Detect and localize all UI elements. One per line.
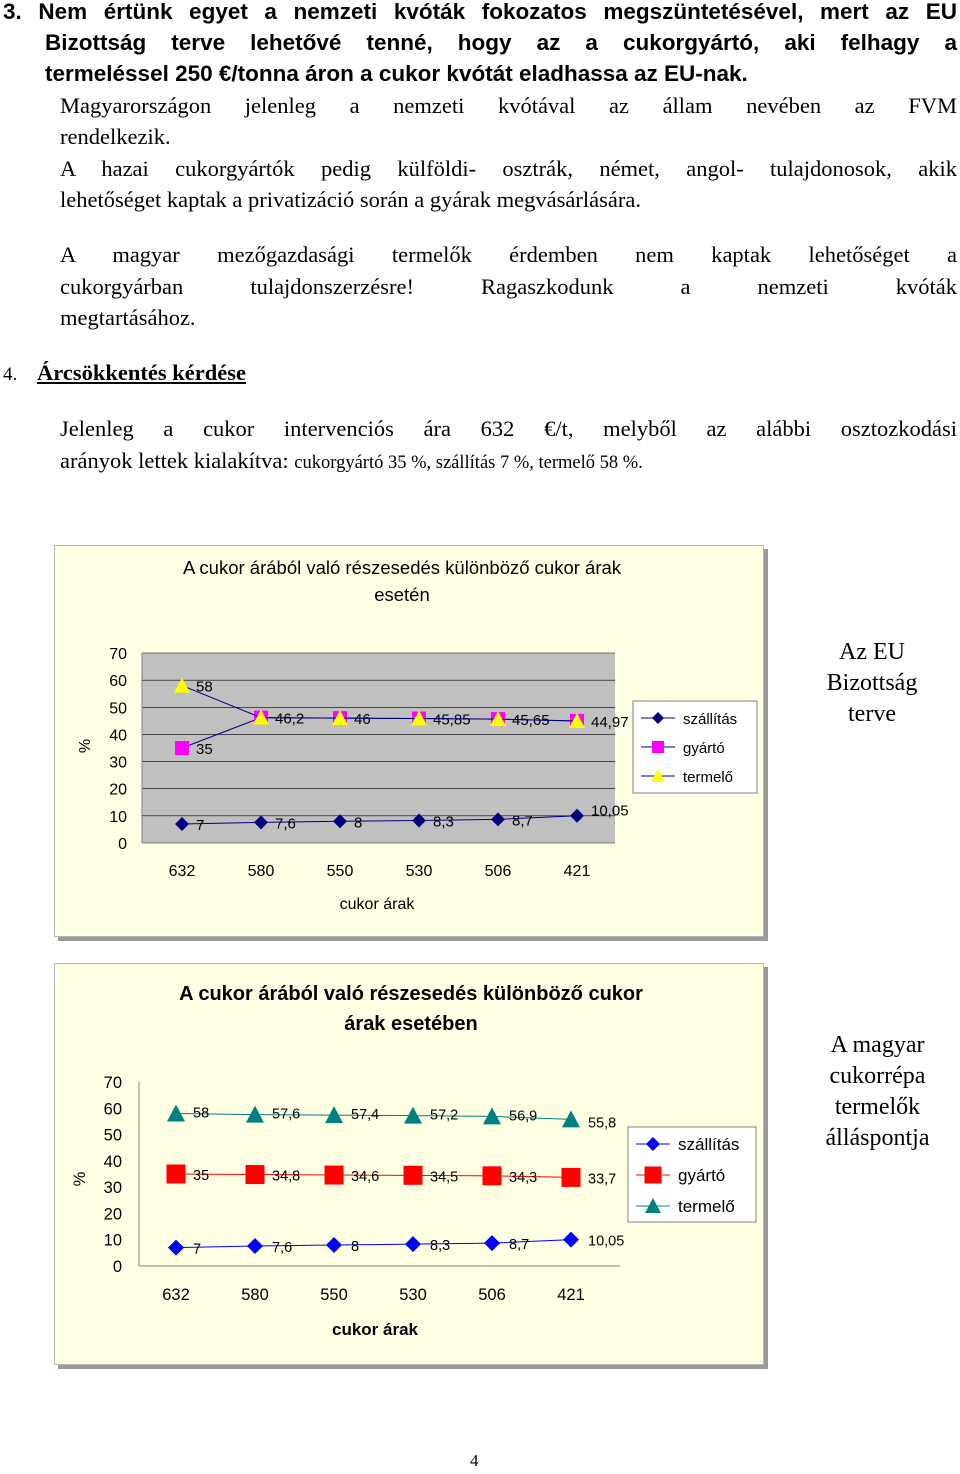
- chart2-data-label: 34,3: [509, 1169, 538, 1186]
- chart2-y-tick-label: 30: [103, 1179, 122, 1198]
- chart1-title: A cukor árából való részesedés különböző cukor árak: [182, 557, 622, 578]
- chart2-title: A cukor árából való részesedés különböző cukor: [179, 983, 643, 1005]
- chart2-data-point: [484, 1235, 500, 1251]
- chart2-data-label: 7: [193, 1241, 202, 1258]
- chart2-data-label: 55,8: [588, 1115, 617, 1132]
- chart2-data-point: [405, 1236, 421, 1252]
- chart2-data-point: [562, 1168, 581, 1187]
- chart2-x-tick-label: 530: [399, 1286, 427, 1304]
- chart1-data-label: 44,97: [591, 713, 629, 731]
- chart2-legend-label: termelő: [678, 1197, 735, 1216]
- chart2-data-point: [483, 1166, 502, 1185]
- chart1-x-tick-label: 506: [484, 863, 512, 880]
- chart1-y-tick-label: 0: [118, 836, 127, 853]
- chart2-data-label: 8: [351, 1238, 360, 1255]
- chart2-y-tick-label: 40: [103, 1152, 122, 1171]
- section3-para2-line1: A hazai cukorgyártók pedig külföldi- osztrák, német, angol- tulajdonosok, akik: [60, 156, 957, 181]
- section4-para-line2-shares: cukorgyártó 35 %, szállítás 7 %, termelő 58 %.: [294, 453, 643, 473]
- chart2-y-tick-label: 70: [103, 1074, 122, 1092]
- section3-para2-line2: lehetőséget kaptak a privatizáció során a gyárak megvásárlására.: [60, 187, 641, 212]
- chart2-data-label: 56,9: [509, 1108, 538, 1125]
- chart2-side-caption-line: A magyar: [830, 1032, 925, 1058]
- chart2-data-label: 34,5: [430, 1169, 459, 1186]
- chart1-x-tick-label: 550: [326, 863, 354, 880]
- chart2-side-caption-line: cukorrépa: [829, 1063, 926, 1089]
- chart2-data-point: [168, 1240, 184, 1256]
- chart1-data-label: 7: [196, 817, 205, 834]
- chart1-x-tick-label: 530: [405, 863, 433, 880]
- chart1-data-label: 46,2: [275, 710, 305, 728]
- section3-para3-line1: A magyar mezőgazdasági termelők érdemben nem kaptak lehetőséget a: [60, 242, 957, 267]
- chart2-data-point: [325, 1166, 344, 1185]
- chart2-y-tick-label: 10: [103, 1231, 122, 1250]
- chart2-data-label: 8,3: [430, 1238, 451, 1255]
- chart2-data-label: 7,6: [272, 1240, 293, 1257]
- chart2-data-point: [247, 1238, 263, 1254]
- page-number: 4: [470, 1451, 479, 1470]
- chart2-data-label: 34,6: [351, 1169, 380, 1186]
- chart1-y-tick-label: 30: [109, 754, 127, 772]
- section4-number: 4.: [3, 364, 18, 385]
- chart2-y-axis-label: %: [71, 1171, 89, 1187]
- chart2-data-point: [563, 1232, 579, 1248]
- chart2-data-point: [326, 1237, 342, 1253]
- chart1-data-label: 8,3: [433, 813, 454, 831]
- chart2-data-point: [246, 1165, 265, 1184]
- chart2-data-point: [404, 1166, 423, 1185]
- chart1-plot-area: [142, 653, 615, 843]
- chart2-side-caption: [795, 1030, 960, 1154]
- chart1-data-label: 45,85: [433, 711, 471, 729]
- chart2-x-tick-label: 506: [478, 1286, 506, 1304]
- chart2-x-tick-label: 580: [241, 1286, 269, 1304]
- chart1-y-tick-label: 70: [109, 646, 127, 663]
- chart1-data-label: 46: [354, 711, 371, 729]
- section3-line1: 3. Nem értünk egyet a nemzeti kvóták fokozatos megszüntetésével, mert az EU: [3, 0, 957, 24]
- chart1-data-label: 45,65: [512, 712, 550, 730]
- section4-para-line1: Jelenleg a cukor intervenciós ára 632 €/t, melyből az alábbi osztozkodási: [60, 416, 957, 441]
- section4-heading: Árcsökkentés kérdése: [37, 360, 246, 385]
- chart2-x-tick-label: 632: [162, 1286, 190, 1304]
- section3-para3-line2: cukorgyárban tulajdonszerzésre! Ragaszkodunk a nemzeti kvóták: [60, 274, 957, 299]
- chart1-legend-label: termelő: [683, 769, 734, 786]
- section4-para-line2: [60, 445, 957, 480]
- chart2-data-label: 57,6: [272, 1106, 301, 1123]
- chart2-side-caption-line: termelők: [834, 1094, 921, 1120]
- chart2-data-label: 33,7: [588, 1171, 617, 1188]
- chart2-legend-label: szállítás: [678, 1135, 740, 1154]
- chart2-x-tick-label: 550: [320, 1286, 348, 1304]
- chart2-data-point: [167, 1105, 185, 1122]
- chart1-x-tick-label: 580: [247, 863, 275, 880]
- chart2-title: árak esetében: [344, 1013, 478, 1035]
- chart1-data-label: 35: [196, 741, 213, 758]
- chart1-data-label: 8: [354, 814, 363, 832]
- chart2-side-caption-line: álláspontja: [825, 1125, 930, 1151]
- chart1-x-tick-label: 632: [168, 863, 196, 880]
- chart1-legend-label: szállítás: [683, 711, 738, 728]
- section3-para1-line1: Magyarországon jelenleg a nemzeti kvótával az állam nevében az FVM: [60, 93, 957, 118]
- chart2-data-point: [167, 1165, 186, 1184]
- chart1-x-tick-label: 421: [563, 863, 591, 880]
- chart1-y-tick-label: 40: [109, 727, 127, 745]
- chart2-data-label: 35: [193, 1168, 210, 1184]
- chart1-svg: [55, 546, 763, 936]
- chart2-legend-label: gyártó: [678, 1166, 726, 1185]
- chart1-y-tick-label: 10: [109, 808, 127, 826]
- chart1-data-label: 58: [196, 678, 213, 696]
- chart2-y-tick-label: 60: [103, 1100, 122, 1119]
- chart2-data-label: 57,2: [430, 1107, 459, 1124]
- chart1-data-point: [175, 741, 189, 755]
- chart1-x-axis-label: cukor árak: [339, 896, 415, 913]
- chart1-y-tick-label: 60: [109, 673, 127, 691]
- chart2-x-axis-label: cukor árak: [332, 1320, 418, 1339]
- chart2-data-label: 57,4: [351, 1107, 380, 1124]
- chart1-side-caption: [792, 637, 952, 730]
- chart2-data-label: 8,7: [509, 1237, 530, 1254]
- chart1-data-label: 8,7: [512, 812, 533, 830]
- chart2-svg: [55, 964, 763, 1364]
- chart1-data-label: 7,6: [275, 815, 296, 833]
- section3-line3: termeléssel 250 €/tonna áron a cukor kvótát eladhassa az EU-nak.: [45, 61, 748, 86]
- chart2-legend-marker: [645, 1167, 662, 1184]
- chart1-legend-marker: [652, 741, 664, 753]
- chart2-data-label: 58: [193, 1105, 210, 1122]
- chart1-side-caption-line: Az EU: [839, 639, 905, 665]
- chart2-y-tick-label: 20: [103, 1205, 122, 1224]
- chart1-y-axis-label: %: [77, 738, 94, 754]
- chart2-x-tick-label: 421: [557, 1286, 585, 1304]
- chart2-data-label: 10,05: [588, 1233, 625, 1250]
- chart1-side-caption-line: terve: [848, 701, 896, 727]
- chart1-y-tick-label: 50: [109, 700, 127, 718]
- section3-para3-line3: megtartásához.: [60, 305, 196, 330]
- chart2-y-tick-label: 50: [103, 1126, 122, 1145]
- chart1-data-label: 10,05: [591, 802, 629, 820]
- chart2-y-tick-label: 0: [112, 1258, 122, 1276]
- chart2-frame: [54, 963, 764, 1365]
- section3-line2: Bizottság terve lehetővé tenné, hogy az a cukorgyártó, aki felhagy a: [45, 30, 957, 55]
- chart1-title: esetén: [374, 584, 430, 605]
- section4-para-line2-intro: arányok lettek kialakítva:: [60, 448, 295, 473]
- chart1-legend-label: gyártó: [683, 740, 725, 757]
- chart1-side-caption-line: Bizottság: [826, 670, 918, 696]
- chart1-frame: [54, 545, 764, 937]
- chart1-y-tick-label: 20: [109, 781, 127, 799]
- section3-para1-line2: rendelkezik.: [60, 124, 171, 149]
- chart2-data-label: 34,8: [272, 1168, 301, 1185]
